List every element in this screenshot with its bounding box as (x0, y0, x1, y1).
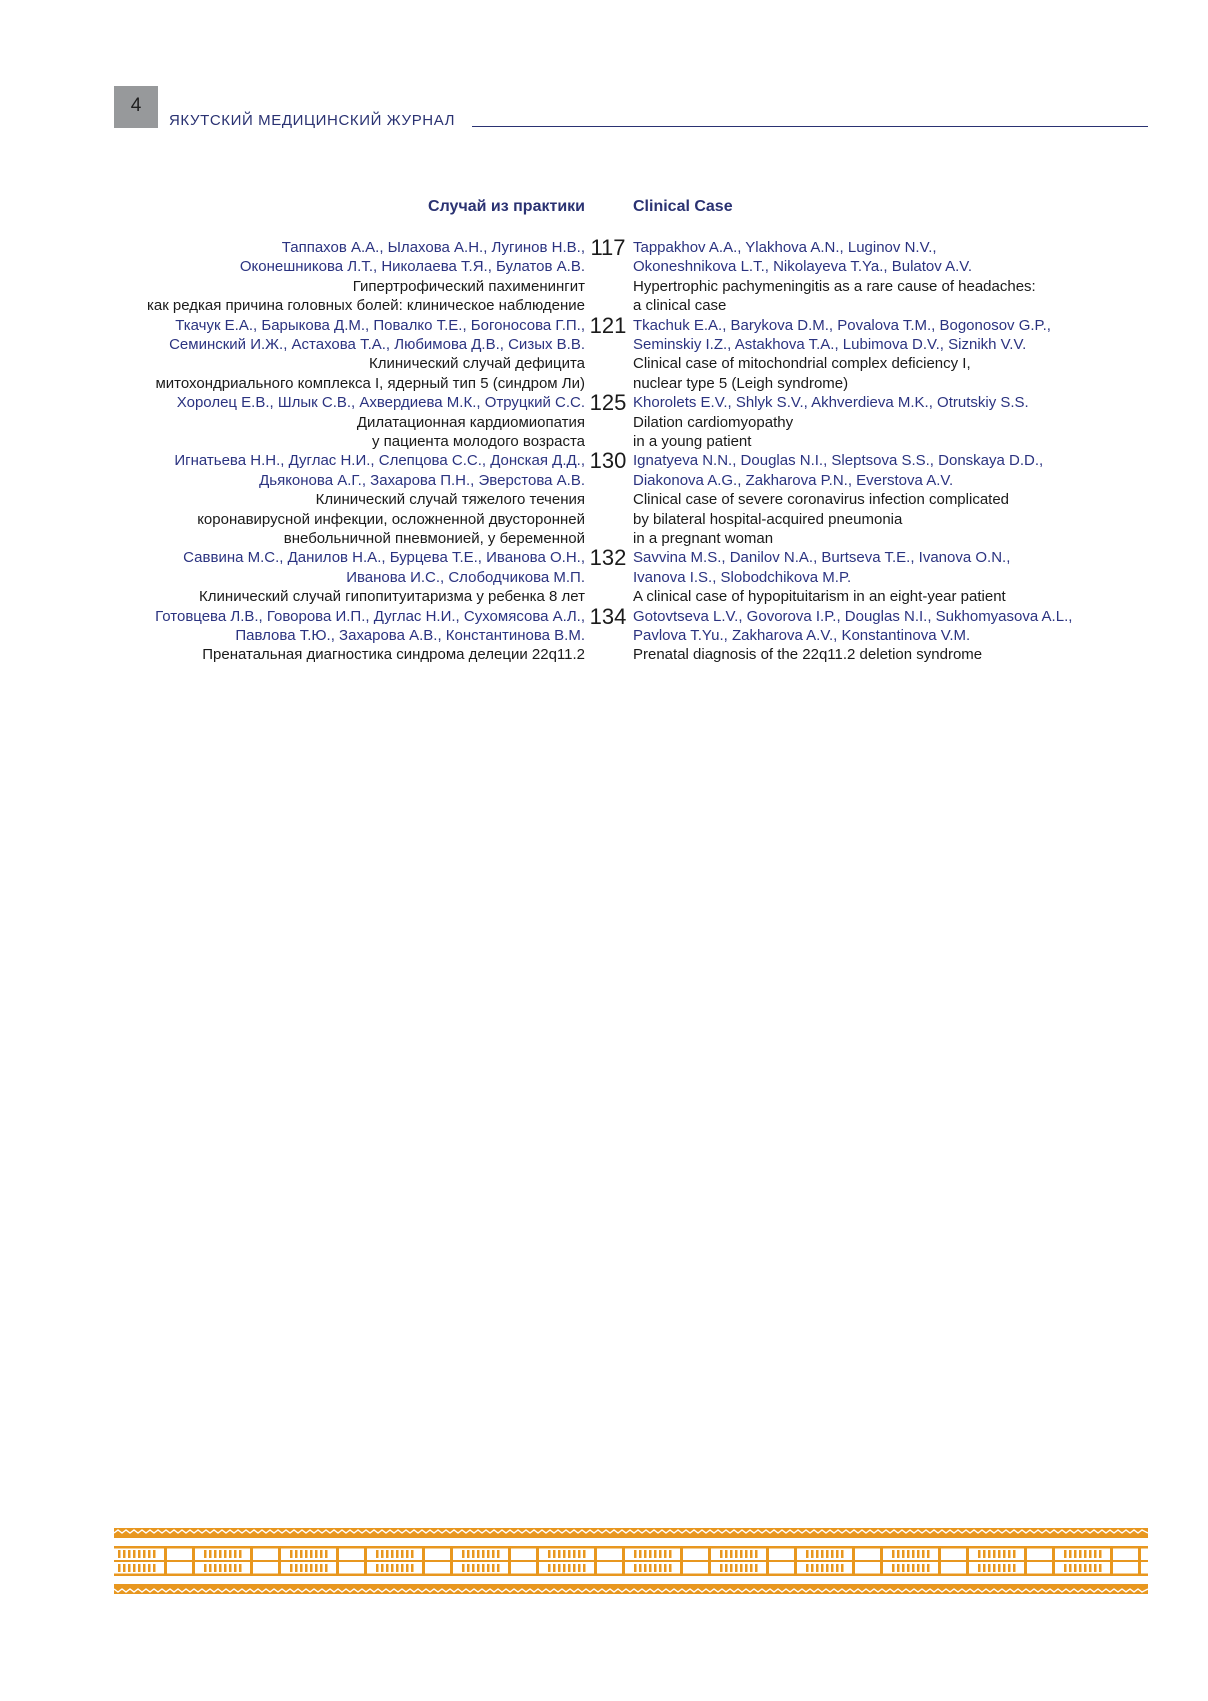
ornament-divider (536, 1548, 539, 1574)
ornament-divider (192, 1548, 195, 1574)
ornament-bar (836, 1550, 839, 1558)
ornament-bar (234, 1564, 237, 1572)
ornament-bar (300, 1550, 303, 1558)
ornament-divider (164, 1548, 167, 1574)
ornament-bar (325, 1564, 328, 1572)
ornament-divider (622, 1548, 625, 1574)
ornament-bar (290, 1550, 293, 1558)
ornament-bar (234, 1550, 237, 1558)
entry-author-en: Ignatyeva N.N., Douglas N.I., Sleptsova S.S., Donskaya D.D., (633, 452, 1044, 470)
ornament-bar (826, 1564, 829, 1572)
ornament-bar (310, 1564, 313, 1572)
ornament-bar (118, 1550, 121, 1558)
entry-author-ru: Иванова И.С., Слободчикова М.П. (346, 568, 585, 586)
ornament-bar (1089, 1550, 1092, 1558)
ornament-bar (902, 1564, 905, 1572)
ornament-bar (644, 1550, 647, 1558)
ornament-divider (880, 1548, 883, 1574)
entry-title-ru: Клинический случай дефицита (369, 355, 585, 373)
ornament-bar (583, 1550, 586, 1558)
ornament-bar (811, 1564, 814, 1572)
ornament-bar (563, 1564, 566, 1572)
ornament-divider (794, 1548, 797, 1574)
ornament-bar (138, 1550, 141, 1558)
ornament-bar (740, 1564, 743, 1572)
ornament-bar (902, 1550, 905, 1558)
ornament-bar (386, 1564, 389, 1572)
ornament-bar (897, 1550, 900, 1558)
ornament-bar (811, 1550, 814, 1558)
ornament-divider (1138, 1548, 1141, 1574)
entry-author-ru: Готовцева Л.В., Говорова И.П., Дуглас Н.И., Сухомясова А.Л., (155, 607, 585, 625)
ornament-bar (477, 1564, 480, 1572)
ornament-bar (831, 1564, 834, 1572)
page-number-box (114, 86, 158, 128)
ornament-bar (1099, 1564, 1102, 1572)
ornament-bar (1084, 1564, 1087, 1572)
entry-author-ru: Ткачук Е.А., Барыкова Д.М., Повалко Т.Е., Богоносова Г.П., (175, 316, 585, 334)
ornament-bar (214, 1564, 217, 1572)
ornament-divider (852, 1548, 855, 1574)
ornament-bar (917, 1550, 920, 1558)
ornament-divider (966, 1548, 969, 1574)
ornament-bar (325, 1550, 328, 1558)
ornament-bar (897, 1564, 900, 1572)
ornament-bar (295, 1550, 298, 1558)
ornament-bar (1003, 1564, 1006, 1572)
entry-author-en: Okoneshnikova L.T., Nikolayeva T.Ya., Bulatov A.V. (633, 258, 973, 276)
entry-title-ru: Гипертрофический пахименингит (352, 277, 585, 295)
ornament-bar (492, 1550, 495, 1558)
ornament-bar (553, 1550, 556, 1558)
ornament-bar (315, 1550, 318, 1558)
ornament-bar (1099, 1550, 1102, 1558)
ornament-bar (735, 1550, 738, 1558)
ornament-bar (487, 1564, 490, 1572)
entry-title-ru: как редкая причина головных болей: клиническое наблюдение (146, 297, 585, 315)
entry-title-en: Clinical case of severe coronavirus infection complicated (633, 491, 1010, 509)
ornament-bar (983, 1564, 986, 1572)
ornament-bar (568, 1550, 571, 1558)
ornament-bar (1069, 1550, 1072, 1558)
ornament-bar (548, 1564, 551, 1572)
header-rule (472, 126, 1148, 127)
ornament-bar (411, 1550, 414, 1558)
ornament-bar (1008, 1564, 1011, 1572)
ornament-bar (649, 1550, 652, 1558)
ornament-bar (1064, 1550, 1067, 1558)
ornament-bar (396, 1550, 399, 1558)
ornament-bar (998, 1564, 1001, 1572)
ornament-bar (993, 1550, 996, 1558)
ornament-bar (1008, 1550, 1011, 1558)
ornament-bar (912, 1550, 915, 1558)
ornament-bar (831, 1550, 834, 1558)
entry-title-ru: митохондриального комплекса I, ядерный тип 5 (синдром Ли) (155, 374, 585, 392)
ornament-bar (553, 1564, 556, 1572)
ornament-bar (573, 1564, 576, 1572)
ornament-bar (988, 1550, 991, 1558)
ornament-bar (548, 1550, 551, 1558)
ornament-bar (1079, 1550, 1082, 1558)
ornament-bar (1003, 1550, 1006, 1558)
entry-author-en: Khorolets E.V., Shlyk S.V., Akhverdieva M.K., Otrutskiy S.S. (633, 394, 1029, 412)
entry-title-en: in a young patient (633, 433, 752, 450)
ornament-divider (1052, 1548, 1055, 1574)
ornament-bar (730, 1550, 733, 1558)
ornament-bar (892, 1564, 895, 1572)
entry-author-en: Diakonova A.G., Zakharova P.N., Everstova A.V. (633, 471, 954, 489)
ornament-middle-line-bottom (114, 1574, 1148, 1577)
ornament-bar (315, 1564, 318, 1572)
ornament-divider (250, 1548, 253, 1574)
entry-page-number[interactable]: 125 (589, 390, 627, 416)
entry-title-en: a clinical case (633, 297, 727, 315)
ornament-bar (472, 1564, 475, 1572)
ornament-bar (1094, 1550, 1097, 1558)
ornament-bar (558, 1550, 561, 1558)
ornament-bar (219, 1564, 222, 1572)
ornament-bar (143, 1550, 146, 1558)
ornament-bar (133, 1564, 136, 1572)
ornament-bar (664, 1564, 667, 1572)
ornament-bar (1074, 1550, 1077, 1558)
ornament-bar (654, 1564, 657, 1572)
entry-page-number[interactable]: 121 (589, 312, 627, 338)
ornament-bar (138, 1564, 141, 1572)
entry-author-ru: Семинский И.Ж., Астахова Т.А., Любимова Д.В., Сизых В.В. (169, 336, 585, 353)
ornament-bar (214, 1550, 217, 1558)
ornament-bar (755, 1550, 758, 1558)
ornament-bar (821, 1550, 824, 1558)
entry-title-ru: Клинический случай тяжелого течения (315, 491, 585, 509)
ornament-bar (153, 1550, 156, 1558)
ornament-bar (669, 1564, 672, 1572)
ornament-bar (462, 1550, 465, 1558)
ornament-bar (209, 1550, 212, 1558)
ornament-bar (750, 1550, 753, 1558)
ornament-bar (229, 1550, 232, 1558)
ornament-bar (487, 1550, 490, 1558)
ornament-bar (391, 1550, 394, 1558)
entry-author-ru: Оконешникова Л.Т., Николаева Т.Я., Булатов А.В. (239, 258, 585, 276)
ornament-bar (745, 1564, 748, 1572)
entry-author-en: Tappakhov A.A., Ylakhova A.N., Luginov N.V., (633, 239, 937, 256)
ornament-bar (1079, 1564, 1082, 1572)
entry-author-ru: Дьяконова А.Г., Захарова П.Н., Эверстова А.В. (259, 471, 585, 489)
ornament-bar (406, 1550, 409, 1558)
ornament-bar (725, 1550, 728, 1558)
entry-author-ru: Таппахов А.А., Ылахова А.Н., Лугинов Н.В., (281, 239, 585, 256)
ornament-border (114, 1528, 1148, 1594)
entry-title-en: Dilation cardiomyopathy (633, 413, 794, 431)
ornament-bar (396, 1564, 399, 1572)
ornament-bar (224, 1564, 227, 1572)
ornament-bar (224, 1550, 227, 1558)
ornament-bar (806, 1550, 809, 1558)
section-title-ru: Случай из практики (428, 198, 585, 215)
ornament-bar (927, 1550, 930, 1558)
ornament-bar (391, 1564, 394, 1572)
ornament-bar (654, 1550, 657, 1558)
entry-title-ru: у пациента молодого возраста (371, 433, 585, 450)
ornament-bar (1074, 1564, 1077, 1572)
ornament-bar (1089, 1564, 1092, 1572)
ornament-bar (927, 1564, 930, 1572)
ornament-bar (907, 1564, 910, 1572)
ornament-bar (978, 1550, 981, 1558)
entry-title-en: in a pregnant woman (633, 530, 774, 547)
entry-title-en: nuclear type 5 (Leigh syndrome) (633, 374, 849, 392)
ornament-bar (750, 1564, 753, 1572)
ornament-divider (278, 1548, 281, 1574)
ornament-bar (204, 1564, 207, 1572)
ornament-bar (148, 1564, 151, 1572)
ornament-bar (320, 1550, 323, 1558)
ornament-bar (988, 1564, 991, 1572)
ornament-bar (983, 1550, 986, 1558)
entry-title-ru: коронавирусной инфекции, осложненной двусторонней (197, 510, 585, 528)
ornament-bar (123, 1564, 126, 1572)
entry-title-ru: внебольничной пневмонией, у беременной (283, 530, 585, 547)
ornament-divider (938, 1548, 941, 1574)
ornament-bar (381, 1564, 384, 1572)
entry-author-en: Seminskiy I.Z., Astakhova T.A., Lubimova D.V., Siznikh V.V. (633, 336, 1027, 353)
ornament-bar (907, 1550, 910, 1558)
ornament-bar (568, 1564, 571, 1572)
ornament-bar (998, 1550, 1001, 1558)
ornament-bar (1064, 1564, 1067, 1572)
ornament-bar (578, 1564, 581, 1572)
ornament-divider (766, 1548, 769, 1574)
ornament-bar (892, 1550, 895, 1558)
ornament-bar (836, 1564, 839, 1572)
ornament-bar (634, 1550, 637, 1558)
entry-author-en: Gotovtseva L.V., Govorova I.P., Douglas N.I., Sukhomyasova A.L., (633, 607, 1073, 625)
entry-title-ru: Дилатационная кардиомиопатия (356, 413, 585, 431)
ornament-bar (320, 1564, 323, 1572)
ornament-bar (740, 1550, 743, 1558)
journal-title: ЯКУТСКИЙ МЕДИЦИНСКИЙ ЖУРНАЛ (169, 112, 456, 129)
ornament-divider (1110, 1548, 1113, 1574)
ornament-divider (508, 1548, 511, 1574)
ornament-bar (806, 1564, 809, 1572)
ornament-bar (239, 1550, 242, 1558)
entry-page-number[interactable]: 117 (590, 235, 626, 260)
ornament-divider (680, 1548, 683, 1574)
ornament-bar (310, 1550, 313, 1558)
ornament-bar (219, 1550, 222, 1558)
ornament-bar (755, 1564, 758, 1572)
ornament-bar (1094, 1564, 1097, 1572)
ornament-bar (305, 1550, 308, 1558)
ornament-bar (239, 1564, 242, 1572)
ornament-bar (563, 1550, 566, 1558)
entry-author-en: Savvina M.S., Danilov N.A., Burtseva T.E., Ivanova O.N., (633, 549, 1011, 567)
entry-page-number[interactable]: 134 (589, 603, 627, 629)
ornament-bar (649, 1564, 652, 1572)
ornament-divider (1024, 1548, 1027, 1574)
ornament-bar (578, 1550, 581, 1558)
ornament-bar (229, 1564, 232, 1572)
entry-author-ru: Хоролец Е.В., Шлык С.В., Ахвердиева М.К., Отруцкий С.С. (176, 394, 585, 412)
ornament-divider (708, 1548, 711, 1574)
ornament-bar (381, 1550, 384, 1558)
ornament-bar (725, 1564, 728, 1572)
ornament-bar (128, 1564, 131, 1572)
ornament-bar (745, 1550, 748, 1558)
ornament-bar (497, 1564, 500, 1572)
ornament-bar (1084, 1550, 1087, 1558)
entry-author-ru: Игнатьева Н.Н., Дуглас Н.И., Слепцова С.С., Донская Д.Д., (174, 452, 585, 470)
ornament-bar (477, 1550, 480, 1558)
ornament-bar (153, 1564, 156, 1572)
ornament-bar (821, 1564, 824, 1572)
ornament-middle-line-top (114, 1546, 1148, 1549)
ornament-bar (386, 1550, 389, 1558)
ornament-bar (730, 1564, 733, 1572)
ornament-bar (639, 1550, 642, 1558)
ornament-bar (669, 1550, 672, 1558)
ornament-bar (204, 1550, 207, 1558)
ornament-bar (912, 1564, 915, 1572)
ornament-bar (482, 1564, 485, 1572)
entry-title-en: A clinical case of hypopituitarism in an eight-year patient (633, 588, 1006, 606)
entry-page-number[interactable]: 130 (589, 448, 627, 474)
ornament-bar (497, 1550, 500, 1558)
ornament-bar (917, 1564, 920, 1572)
ornament-bar (123, 1550, 126, 1558)
ornament-bar (583, 1564, 586, 1572)
ornament-bar (922, 1550, 925, 1558)
section-title-en: Clinical Case (633, 198, 733, 215)
entry-title-en: Clinical case of mitochondrial complex deficiency I, (633, 355, 971, 373)
entry-author-ru: Павлова Т.Ю., Захарова А.В., Константинова В.М. (235, 627, 585, 644)
ornament-bar (1069, 1564, 1072, 1572)
ornament-bar (644, 1564, 647, 1572)
ornament-bar (467, 1564, 470, 1572)
ornament-bar (720, 1550, 723, 1558)
ornament-bar (467, 1550, 470, 1558)
ornament-bar (300, 1564, 303, 1572)
ornament-bar (376, 1564, 379, 1572)
entry-title-en: Hypertrophic pachymeningitis as a rare cause of headaches: (633, 277, 1036, 295)
ornament-bar (1013, 1550, 1016, 1558)
entry-author-en: Pavlova T.Yu., Zakharova A.V., Konstantinova V.M. (633, 627, 971, 644)
ornament-bar (659, 1564, 662, 1572)
entry-title-en: Prenatal diagnosis of the 22q11.2 deletion syndrome (633, 646, 983, 664)
ornament-bar (816, 1550, 819, 1558)
ornament-bar (118, 1564, 121, 1572)
ornament-bar (128, 1550, 131, 1558)
ornament-bar (482, 1550, 485, 1558)
ornament-divider (364, 1548, 367, 1574)
ornament-bar (209, 1564, 212, 1572)
page-number: 4 (130, 95, 142, 116)
ornament-bar (573, 1550, 576, 1558)
entry-page-number[interactable]: 132 (589, 545, 627, 571)
ornament-bar (826, 1550, 829, 1558)
ornament-bar (922, 1564, 925, 1572)
ornament-bar (305, 1564, 308, 1572)
ornament-bar (401, 1564, 404, 1572)
ornament-bar (472, 1550, 475, 1558)
ornament-divider (450, 1548, 453, 1574)
ornament-bar (143, 1564, 146, 1572)
ornament-bar (659, 1550, 662, 1558)
ornament-bar (462, 1564, 465, 1572)
ornament-bar (295, 1564, 298, 1572)
ornament-bar (133, 1550, 136, 1558)
ornament-bar (978, 1564, 981, 1572)
entry-title-en: by bilateral hospital-acquired pneumonia (633, 510, 903, 528)
entry-title-ru: Пренатальная диагностика синдрома делеции 22q11.2 (202, 646, 585, 664)
ornament-divider (594, 1548, 597, 1574)
ornament-bar (816, 1564, 819, 1572)
ornament-bar (993, 1564, 996, 1572)
ornament-bar (492, 1564, 495, 1572)
ornament-bar (290, 1564, 293, 1572)
ornament-bar (401, 1550, 404, 1558)
ornament-divider (336, 1548, 339, 1574)
ornament-bar (841, 1564, 844, 1572)
ornament-bar (148, 1550, 151, 1558)
ornament-bar (1013, 1564, 1016, 1572)
ornament-bar (406, 1564, 409, 1572)
ornament-bar (411, 1564, 414, 1572)
ornament-divider (422, 1548, 425, 1574)
ornament-bar (664, 1550, 667, 1558)
ornament-center-line (114, 1560, 1148, 1562)
ornament-bar (639, 1564, 642, 1572)
ornament-bar (634, 1564, 637, 1572)
ornament-bar (376, 1550, 379, 1558)
ornament-bar (558, 1564, 561, 1572)
entry-author-en: Ivanova I.S., Slobodchikova M.P. (633, 568, 852, 586)
ornament-bar (720, 1564, 723, 1572)
entry-author-en: Tkachuk E.A., Barykova D.M., Povalova T.M., Bogonosov G.P., (633, 316, 1051, 334)
entry-author-ru: Саввина М.С., Данилов Н.А., Бурцева Т.Е., Иванова О.Н., (183, 549, 585, 567)
entry-title-ru: Клинический случай гипопитуитаризма у ребенка 8 лет (199, 588, 585, 606)
ornament-bar (841, 1550, 844, 1558)
ornament-bar (735, 1564, 738, 1572)
